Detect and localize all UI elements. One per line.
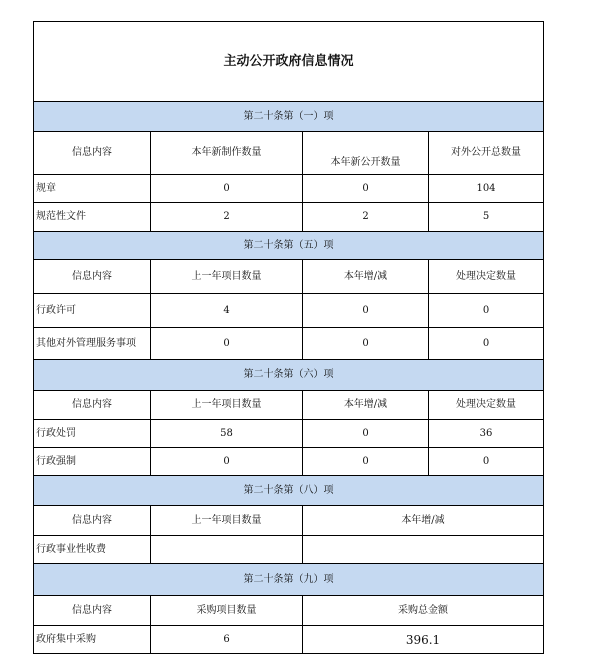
column-header: 信息内容 [34,596,151,626]
column-header: 本年增/减 [303,260,429,294]
table-row [34,448,544,476]
table-cell: 58 [151,420,303,448]
section-heading-3: 第二十条第（六）项 [34,360,544,391]
row-label: 行政事业性收费 [34,536,151,564]
info-disclosure-table [33,21,544,654]
column-header: 本年增/减 [303,506,544,536]
table-cell: 0 [303,448,429,476]
table-row [34,294,544,328]
table-cell: 6 [151,626,303,654]
table-cell: 0 [303,175,429,203]
column-header: 采购总金额 [303,596,544,626]
table-cell: 0 [303,294,429,328]
row-label: 行政强制 [34,448,151,476]
column-header: 信息内容 [34,260,151,294]
table-cell: 104 [429,175,544,203]
table-cell: 36 [429,420,544,448]
row-label: 行政许可 [34,294,151,328]
row-label: 政府集中采购 [34,626,151,654]
table-cell: 4 [151,294,303,328]
table-row [34,328,544,360]
table-title: 主动公开政府信息情况 [34,22,544,102]
table-cell [303,536,544,564]
row-label: 规范性文件 [34,203,151,232]
table-row [34,420,544,448]
table-cell: 2 [151,203,303,232]
section-heading-1: 第二十条第（一）项 [34,102,544,132]
column-header: 本年新公开数量 [303,132,429,175]
column-header: 上一年项目数量 [151,391,303,420]
column-header: 信息内容 [34,391,151,420]
section-heading-2: 第二十条第（五）项 [34,232,544,260]
table-cell: 5 [429,203,544,232]
table-cell: 2 [303,203,429,232]
column-header: 对外公开总数量 [429,132,544,175]
table-cell: 0 [303,328,429,360]
table-cell: 0 [303,420,429,448]
column-header: 本年新制作数量 [151,132,303,175]
row-label: 其他对外管理服务事项 [34,328,151,360]
row-label: 行政处罚 [34,420,151,448]
table-cell: 0 [429,294,544,328]
table-row [34,175,544,203]
table-row [34,203,544,232]
table-cell: 0 [151,328,303,360]
table-cell: 0 [429,328,544,360]
column-header: 处理决定数量 [429,391,544,420]
column-header: 采购项目数量 [151,596,303,626]
table-cell [151,536,303,564]
column-header: 上一年项目数量 [151,506,303,536]
table-cell: 0 [429,448,544,476]
table-cell: 0 [151,448,303,476]
column-header: 上一年项目数量 [151,260,303,294]
row-label: 规章 [34,175,151,203]
column-header: 信息内容 [34,506,151,536]
table-cell: 0 [151,175,303,203]
section-heading-4: 第二十条第（八）项 [34,476,544,506]
column-header: 处理决定数量 [429,260,544,294]
column-header: 本年增/减 [303,391,429,420]
table-row [34,536,544,564]
section-heading-5: 第二十条第（九）项 [34,564,544,596]
table-row [34,626,544,654]
column-header: 信息内容 [34,132,151,175]
table-cell: 396.1 [303,626,544,654]
